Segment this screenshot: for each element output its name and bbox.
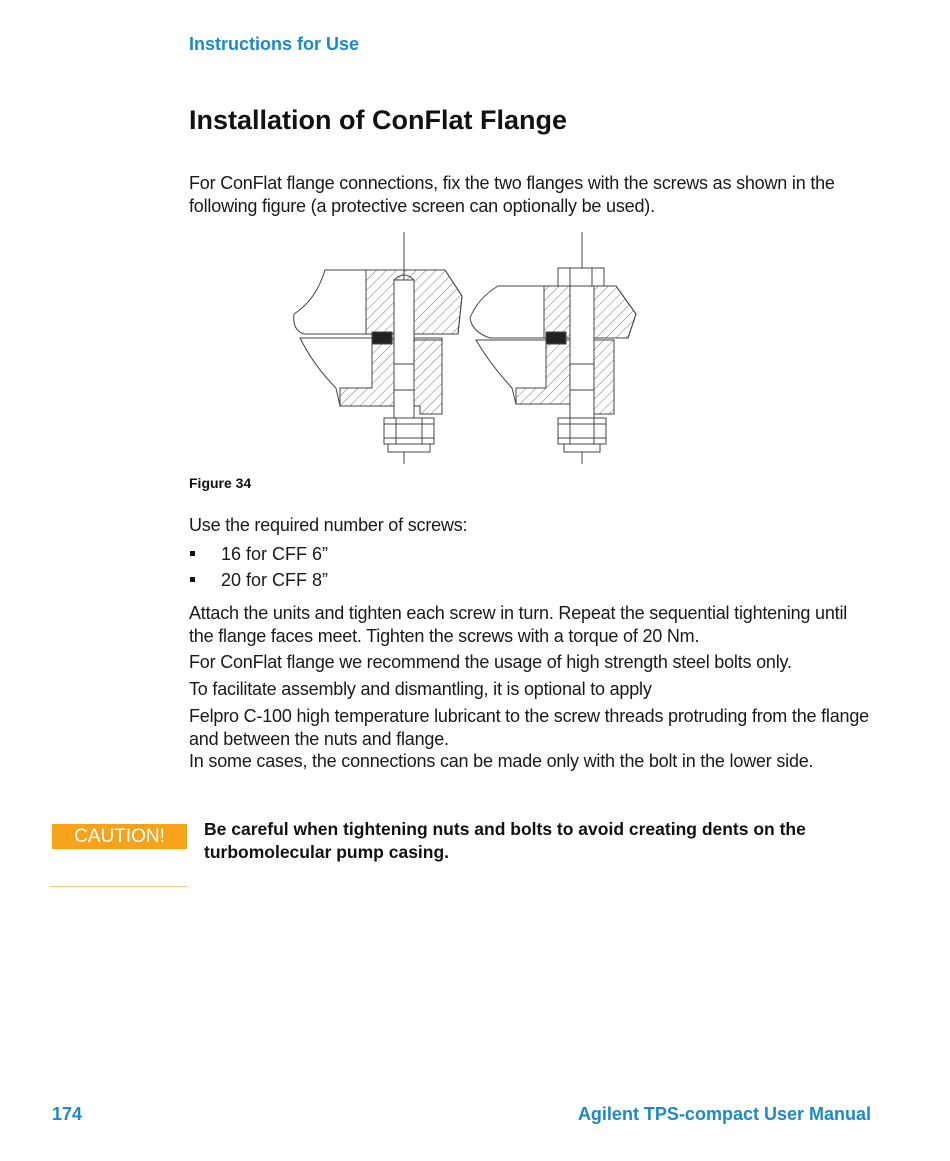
assembly-paragraph: To facilitate assembly and dismantling, it is optional to apply — [189, 679, 652, 699]
page-number: 174 — [52, 1104, 83, 1124]
screws-list — [189, 541, 328, 593]
flange-cross-section-drawing — [280, 228, 650, 468]
bolts-paragraph: For ConFlat flange we recommend the usage of high strength steel bolts only. — [189, 652, 792, 672]
manual-title: Agilent TPS-compact User Manual — [577, 1104, 871, 1124]
lubricant-paragraph: Felpro C-100 high temperature lubricant to the screw threads protruding from the flange and between the nuts and flange. — [189, 706, 869, 749]
caution-badge: CAUTION! — [52, 824, 187, 849]
list-item: 16 for CFF 6” — [189, 541, 328, 567]
section-header: Instructions for Use — [189, 34, 360, 54]
lower-bolt-paragraph: In some cases, the connections can be made only with the bolt in the lower side. — [189, 751, 814, 771]
caution-divider — [50, 886, 187, 887]
flange-figure — [280, 228, 650, 468]
figure-caption: Figure 34 — [189, 475, 252, 491]
list-item: 20 for CFF 8” — [189, 567, 328, 593]
tightening-paragraph: Attach the units and tighten each screw in turn. Repeat the sequential tightening until the flange faces meet. Tighten the screws with a torque of 20 Nm. — [189, 603, 848, 646]
page-title: Installation of ConFlat Flange — [189, 105, 567, 135]
caution-text: Be careful when tightening nuts and bolts to avoid creating dents on the turbomolecular pump casing. — [204, 819, 806, 862]
screws-lead: Use the required number of screws: — [189, 515, 468, 535]
intro-paragraph: For ConFlat flange connections, fix the two flanges with the screws as shown in the following figure (a protective screen can optionally be used). — [189, 173, 835, 216]
